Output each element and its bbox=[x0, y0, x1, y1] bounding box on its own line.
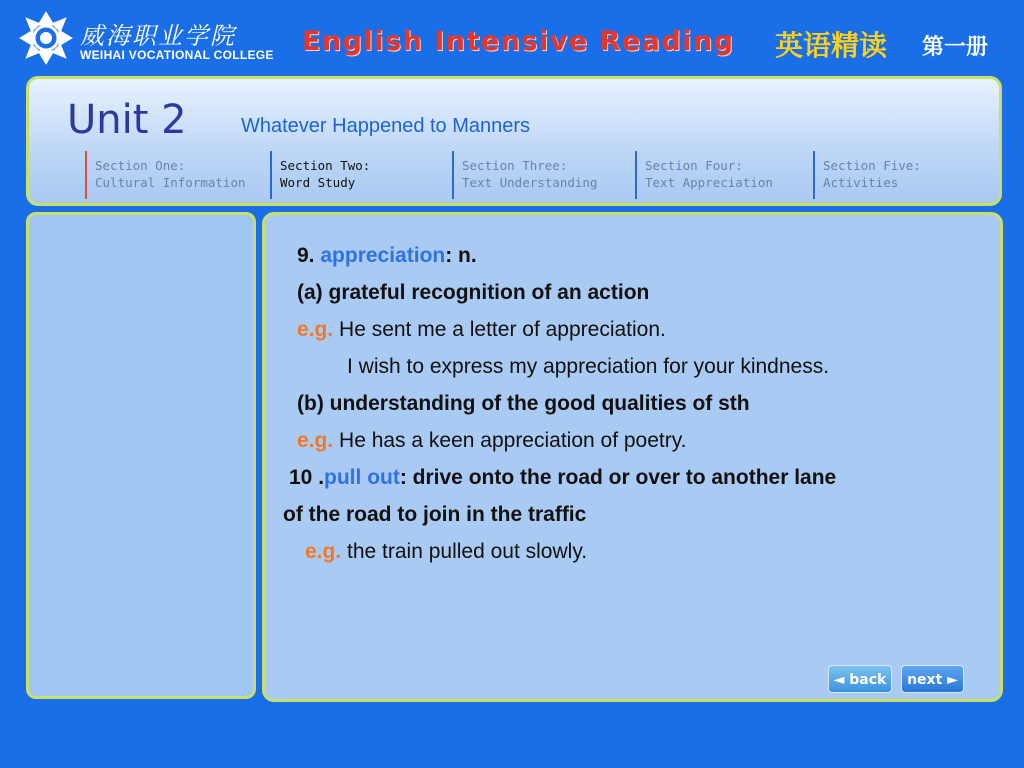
section-name: Activities bbox=[823, 175, 899, 190]
definition: (b) understanding of the good qualities of sth bbox=[297, 392, 750, 415]
section-name: Cultural Information bbox=[95, 175, 246, 190]
example bbox=[281, 533, 981, 570]
section-label: Section Five: bbox=[823, 158, 921, 173]
section-name: Text Appreciation bbox=[645, 175, 773, 190]
volume-label: 第一册 bbox=[922, 35, 989, 60]
section-name: Word Study bbox=[280, 175, 356, 190]
entry-pos: : n. bbox=[445, 244, 477, 267]
college-name-en: WEIHAI VOCATIONAL COLLEGE bbox=[80, 48, 274, 62]
section-label: Section Four: bbox=[645, 158, 743, 173]
section-five-link[interactable] bbox=[813, 151, 921, 199]
college-emblem-icon bbox=[18, 10, 74, 66]
vocabulary-text bbox=[281, 237, 981, 570]
example-text: He sent me a letter of appreciation. bbox=[333, 318, 666, 341]
entry-word: appreciation bbox=[320, 244, 446, 267]
next-button[interactable]: next ► bbox=[901, 665, 964, 693]
section-three-link[interactable] bbox=[452, 151, 597, 199]
entry-word: pull out bbox=[324, 466, 400, 489]
college-name-cn: 威海职业学院 bbox=[80, 22, 236, 50]
entry-number: 9. bbox=[297, 244, 321, 267]
example-text: He has a keen appreciation of poetry. bbox=[333, 429, 687, 452]
course-title: English Intensive Reading bbox=[302, 26, 735, 57]
header bbox=[0, 0, 1024, 74]
section-label: Section Three: bbox=[462, 158, 568, 173]
content-panel bbox=[262, 212, 1003, 702]
example-text: the train pulled out slowly. bbox=[341, 540, 588, 563]
entry-number: 10 . bbox=[289, 466, 325, 489]
definition: (a) grateful recognition of an action bbox=[297, 281, 650, 304]
college-logo bbox=[18, 10, 274, 66]
example-text: I wish to express my appreciation for your kindness. bbox=[347, 355, 830, 378]
entry-heading bbox=[281, 237, 981, 274]
definition: of the road to join in the traffic bbox=[283, 503, 587, 526]
section-four-link[interactable] bbox=[635, 151, 773, 199]
section-label: Section One: bbox=[95, 158, 186, 173]
side-panel bbox=[26, 212, 256, 699]
example-label: e.g. bbox=[297, 318, 334, 341]
unit-title: Unit 2 bbox=[67, 97, 187, 143]
section-two-link[interactable] bbox=[270, 151, 370, 199]
entry-heading bbox=[281, 459, 981, 496]
example-label: e.g. bbox=[305, 540, 342, 563]
example-label: e.g. bbox=[297, 429, 334, 452]
back-button[interactable]: ◄ back bbox=[828, 665, 892, 693]
example bbox=[281, 311, 981, 348]
section-label: Section Two: bbox=[280, 158, 371, 173]
unit-subtitle: Whatever Happened to Manners bbox=[241, 115, 531, 137]
entry-definition: : drive onto the road or over to another lane bbox=[399, 466, 837, 489]
unit-panel bbox=[26, 76, 1002, 206]
course-title-cn: 英语精读 bbox=[775, 29, 888, 62]
example bbox=[281, 422, 981, 459]
section-nav bbox=[85, 151, 985, 201]
section-name: Text Understanding bbox=[462, 175, 598, 190]
section-one-link[interactable] bbox=[85, 151, 246, 199]
